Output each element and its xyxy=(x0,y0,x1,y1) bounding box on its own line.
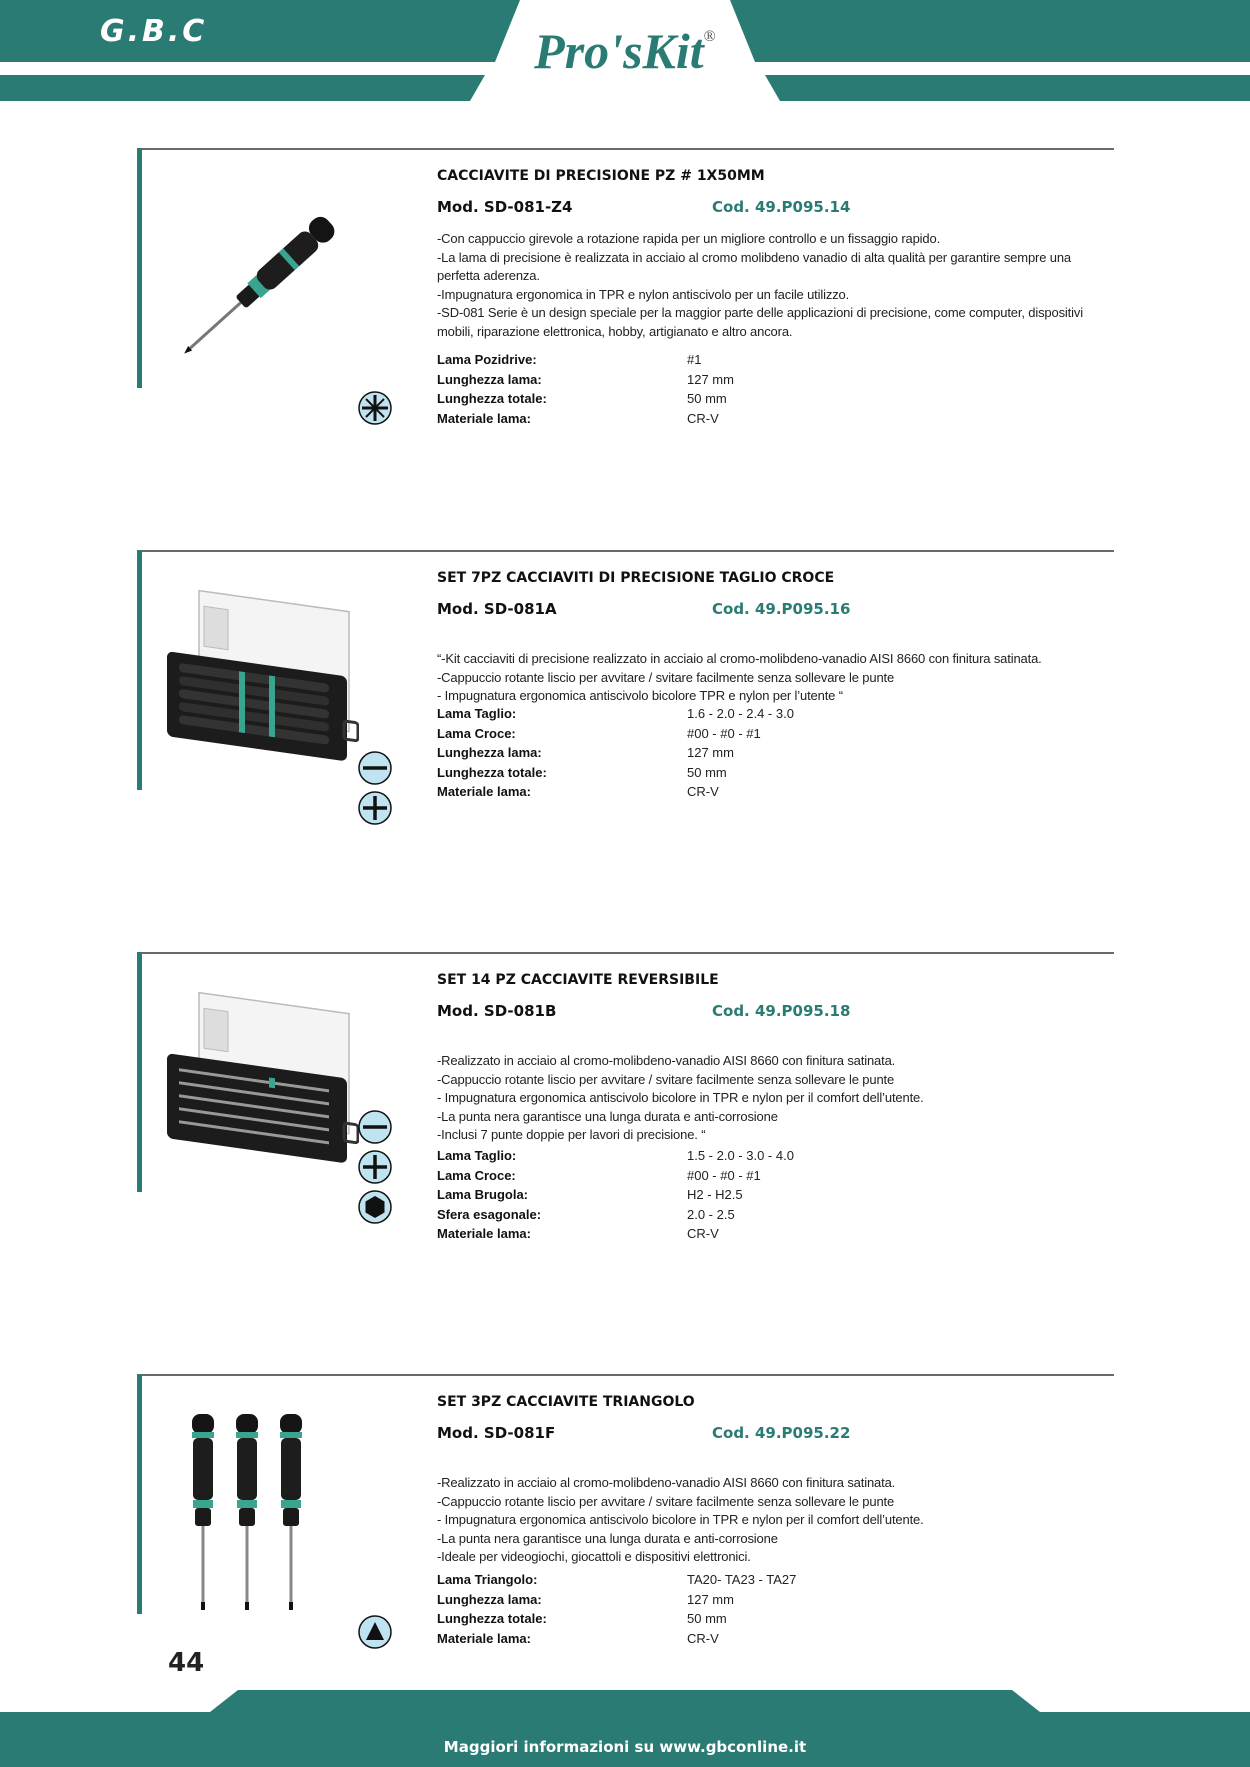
spec-value: 127 mm xyxy=(687,745,734,760)
slotted-icon xyxy=(358,751,392,785)
spec-value: 50 mm xyxy=(687,764,727,780)
spec-row xyxy=(437,1185,997,1205)
product-specs xyxy=(437,1146,997,1244)
spec-label: Lama Brugola: xyxy=(437,1187,529,1202)
slotted-icon xyxy=(358,1110,392,1144)
product-section-1 xyxy=(137,148,1114,428)
product-specs xyxy=(437,350,997,428)
product-content xyxy=(437,972,1114,1252)
description-line: “-Kit cacciaviti di precisione realizzato in acciaio al cromo-molibdeno-vanadio AISI 8660 con finitura satinata. xyxy=(437,651,1042,666)
description-line: -La punta nera garantisce una lunga durata e anti-corrosione xyxy=(437,1108,778,1124)
spec-row xyxy=(437,1205,997,1225)
spec-label: Lama Triangolo: xyxy=(437,1572,538,1587)
spec-value: CR-V xyxy=(687,1630,719,1646)
spec-value: #00 - #0 - #1 xyxy=(687,725,761,741)
product-content xyxy=(437,570,1114,840)
section-divider xyxy=(142,952,1114,954)
product-content xyxy=(437,1394,1114,1654)
description-line: -Cappuccio rotante liscio per avvitare / svitare facilmente senza sollevare le punte xyxy=(437,1493,895,1509)
spec-label: Sfera esagonale: xyxy=(437,1206,542,1222)
section-divider xyxy=(142,550,1114,552)
spec-label: Lunghezza totale: xyxy=(437,764,547,780)
section-accent-bar xyxy=(137,952,142,1192)
description-line: -Cappuccio rotante liscio per avvitare / svitare facilmente senza sollevare le punte xyxy=(437,1071,895,1087)
product-description xyxy=(437,230,1114,341)
proskit-logo xyxy=(500,22,750,80)
spec-row xyxy=(437,704,997,724)
registered-mark: ® xyxy=(703,28,716,45)
product-title: SET 3PZ CACCIAVITE TRIANGOLO xyxy=(437,1394,695,1410)
product-code: Cod. 49.P095.18 xyxy=(712,1002,851,1020)
product-specs xyxy=(437,1570,997,1648)
description-line: -Realizzato in acciaio al cromo-molibdeno-vanadio AISI 8660 con finitura satinata. xyxy=(437,1475,896,1490)
product-code: Cod. 49.P095.14 xyxy=(712,198,851,216)
spec-value: 127 mm xyxy=(687,1591,734,1607)
spec-row xyxy=(437,743,997,763)
description-line: -Realizzato in acciaio al cromo-molibdeno-vanadio AISI 8660 con finitura satinata. xyxy=(437,1053,896,1068)
phillips-icon xyxy=(358,1150,392,1184)
product-section-4 xyxy=(137,1374,1114,1654)
product-section-2 xyxy=(137,550,1114,840)
spec-row xyxy=(437,1166,997,1186)
spec-value: #00 - #0 - #1 xyxy=(687,1167,761,1183)
spec-label: Lama Taglio: xyxy=(437,706,517,721)
spec-value: #1 xyxy=(687,352,702,367)
description-line: -Inclusi 7 punte doppie per lavori di precisione. “ xyxy=(437,1127,706,1142)
spec-value: H2 - H2.5 xyxy=(687,1187,743,1202)
spec-label: Lama Croce: xyxy=(437,725,516,741)
tip-icons xyxy=(358,751,398,831)
product-image-triangle-screwdrivers xyxy=(187,1414,317,1624)
spec-value: 2.0 - 2.5 xyxy=(687,1206,735,1222)
spec-value: CR-V xyxy=(687,410,719,426)
section-accent-bar xyxy=(137,1374,142,1614)
spec-label: Lama Croce: xyxy=(437,1167,516,1183)
footer-website-text: Maggiori informazioni su www.gbconline.it xyxy=(443,1738,807,1756)
spec-row xyxy=(437,1570,997,1590)
spec-label: Lunghezza lama: xyxy=(437,745,542,760)
spec-row xyxy=(437,763,997,783)
spec-label: Materiale lama: xyxy=(437,1226,531,1241)
description-line: -SD-081 Serie è un design speciale per la maggior parte delle applicazioni di precisione, come computer, dispositivi mobili, riparazione elettronica, hobby, artigianato e altro ancora. xyxy=(437,305,1083,339)
spec-value: 1.5 - 2.0 - 3.0 - 4.0 xyxy=(687,1148,794,1163)
spec-label: Materiale lama: xyxy=(437,410,531,426)
product-description xyxy=(437,650,1114,706)
product-model: Mod. SD-081A xyxy=(437,600,557,618)
spec-row xyxy=(437,370,997,390)
spec-label: Lama Pozidrive: xyxy=(437,352,537,367)
spec-value: CR-V xyxy=(687,1226,719,1241)
spec-row xyxy=(437,782,997,802)
description-line: -Impugnatura ergonomica in TPR e nylon antiscivolo per un facile utilizzo. xyxy=(437,286,850,302)
product-description xyxy=(437,1052,1114,1145)
spec-row xyxy=(437,350,997,370)
spec-label: Lama Taglio: xyxy=(437,1148,517,1163)
page-header xyxy=(0,0,1250,105)
spec-value: 127 mm xyxy=(687,371,734,387)
spec-value: CR-V xyxy=(687,784,719,799)
description-line: - Impugnatura ergonomica antiscivolo bicolore in TPR e nylon per il comfort dell’utente. xyxy=(437,1512,924,1527)
spec-row xyxy=(437,1224,997,1244)
spec-row xyxy=(437,409,997,429)
spec-row xyxy=(437,1590,997,1610)
product-section-3 xyxy=(137,952,1114,1252)
tip-icons xyxy=(358,391,398,431)
spec-label: Lunghezza lama: xyxy=(437,1591,542,1607)
description-line: -Cappuccio rotante liscio per avvitare / svitare facilmente senza sollevare le punte xyxy=(437,669,895,685)
product-image-reversible-set-case xyxy=(159,992,359,1192)
phillips-icon xyxy=(358,791,392,825)
product-title: SET 7PZ CACCIAVITI DI PRECISIONE TAGLIO CROCE xyxy=(437,570,835,586)
spec-value: 50 mm xyxy=(687,391,727,406)
spec-label: Materiale lama: xyxy=(437,1630,531,1646)
product-model: Mod. SD-081-Z4 xyxy=(437,198,573,216)
spec-value: 1.6 - 2.0 - 2.4 - 3.0 xyxy=(687,706,794,721)
spec-label: Materiale lama: xyxy=(437,784,531,799)
product-specs xyxy=(437,704,997,802)
product-title: SET 14 PZ CACCIAVITE REVERSIBILE xyxy=(437,972,719,988)
description-line: -Con cappuccio girevole a rotazione rapida per un migliore controllo e un fissaggio rapido. xyxy=(437,231,941,246)
tip-icons xyxy=(358,1110,398,1230)
product-image-screwdriver xyxy=(157,203,357,373)
spec-label: Lunghezza lama: xyxy=(437,371,542,387)
spec-row xyxy=(437,1629,997,1649)
section-divider xyxy=(142,148,1114,150)
product-content xyxy=(437,168,1114,428)
product-code: Cod. 49.P095.22 xyxy=(712,1424,851,1442)
section-accent-bar xyxy=(137,148,142,388)
product-model: Mod. SD-081F xyxy=(437,1424,556,1442)
spec-row xyxy=(437,724,997,744)
description-line: -La punta nera garantisce una lunga durata e anti-corrosione xyxy=(437,1530,778,1546)
tip-icons xyxy=(358,1615,398,1655)
product-description xyxy=(437,1474,1114,1567)
hex-icon xyxy=(358,1190,392,1224)
product-image-screwdriver-set-case xyxy=(159,590,359,790)
description-line: - Impugnatura ergonomica antiscivolo bicolore TPR e nylon per l’utente “ xyxy=(437,688,843,703)
description-line: -La lama di precisione è realizzata in acciaio al cromo molibdeno vanadio di alta qualità per garantire sempre una perfetta aderenza. xyxy=(437,249,1071,283)
pozidrive-icon xyxy=(358,391,392,425)
triangle-icon xyxy=(358,1615,392,1649)
product-title: CACCIAVITE DI PRECISIONE PZ # 1X50MM xyxy=(437,168,765,184)
gbc-logo: G.B.C xyxy=(100,14,208,49)
spec-row xyxy=(437,389,997,409)
proskit-logo-text: Pro'sKit xyxy=(534,23,704,79)
product-code: Cod. 49.P095.16 xyxy=(712,600,851,618)
spec-row xyxy=(437,1146,997,1166)
product-model: Mod. SD-081B xyxy=(437,1002,557,1020)
spec-value: 50 mm xyxy=(687,1611,727,1626)
section-accent-bar xyxy=(137,550,142,790)
description-line: - Impugnatura ergonomica antiscivolo bicolore in TPR e nylon per il comfort dell’utente. xyxy=(437,1090,924,1105)
spec-label: Lunghezza totale: xyxy=(437,1611,547,1626)
spec-label: Lunghezza totale: xyxy=(437,391,547,406)
page-number: 44 xyxy=(168,1648,205,1678)
spec-value: TA20- TA23 - TA27 xyxy=(687,1572,797,1587)
spec-row xyxy=(437,1609,997,1629)
section-divider xyxy=(142,1374,1114,1376)
description-line: -Ideale per videogiochi, giocattoli e dispositivi elettronici. xyxy=(437,1549,751,1564)
